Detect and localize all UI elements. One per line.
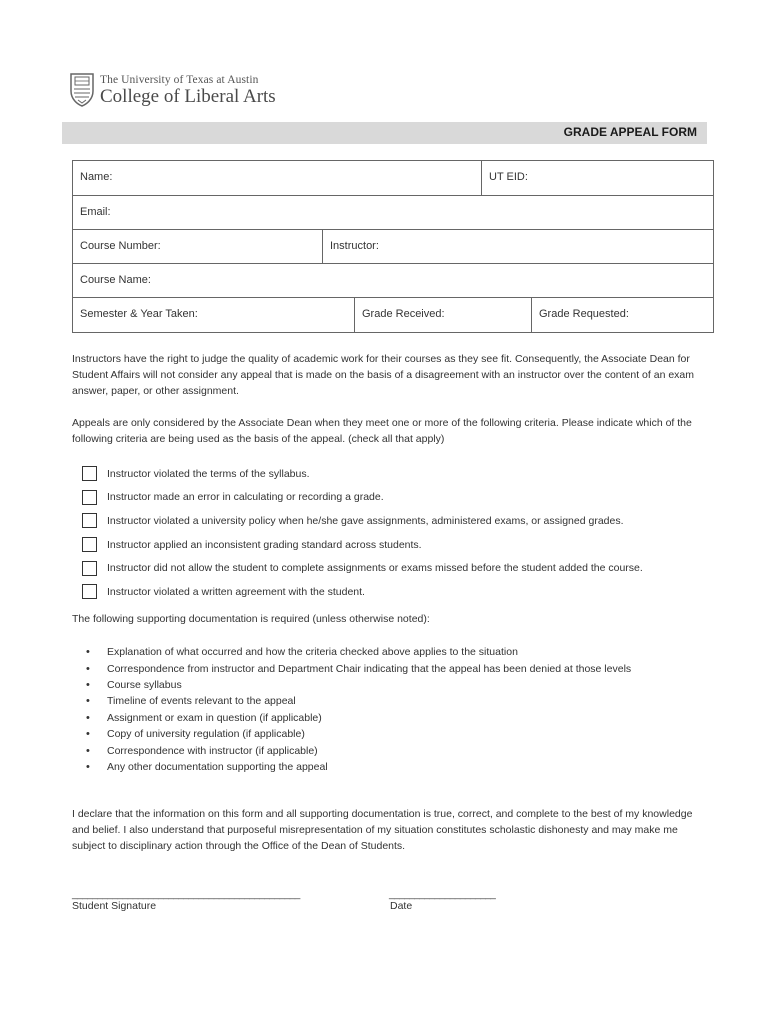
instructor-field[interactable]: Instructor: (330, 240, 379, 252)
student-signature-label: Student Signature (72, 900, 157, 912)
bullet-icon: • (86, 711, 90, 724)
documentation-item: Assignment or exam in question (if applicable) (107, 711, 322, 724)
college-name: College of Liberal Arts (100, 85, 276, 107)
date-label: Date (390, 900, 413, 912)
list-item (82, 580, 712, 604)
table-row (73, 196, 713, 230)
table-row (73, 264, 713, 298)
bullet-icon: • (86, 678, 90, 691)
list-item (86, 710, 706, 726)
course-number-field[interactable]: Course Number: (73, 230, 323, 263)
course-name-field[interactable]: Course Name: (80, 274, 151, 286)
list-item (86, 644, 706, 660)
student-signature-line[interactable]: _____________________________________________ (72, 889, 300, 900)
documentation-list (86, 644, 706, 775)
bullet-icon: • (86, 744, 90, 757)
criteria-checkbox[interactable] (82, 490, 97, 505)
documentation-intro: The following supporting documentation is required (unless otherwise noted): (72, 613, 430, 625)
list-item (82, 462, 712, 486)
criteria-checkbox[interactable] (82, 561, 97, 576)
shield-icon (70, 73, 94, 107)
documentation-item: Any other documentation supporting the appeal (107, 760, 328, 773)
bullet-icon: • (86, 662, 90, 675)
bullet-icon: • (86, 646, 90, 659)
criteria-label: Instructor violated the terms of the syllabus. (107, 467, 310, 480)
list-item (82, 486, 712, 510)
documentation-item: Course syllabus (107, 678, 182, 691)
documentation-item: Explanation of what occurred and how the criteria checked above applies to the situation (107, 646, 518, 659)
criteria-checkbox[interactable] (82, 466, 97, 481)
student-info-table (72, 160, 714, 333)
list-item (86, 726, 706, 742)
criteria-label: Instructor violated a university policy when he/she gave assignments, administered exams, or assigned grades. (107, 514, 624, 527)
ut-logo (70, 72, 276, 108)
criteria-checkbox[interactable] (82, 537, 97, 552)
list-item (86, 742, 706, 758)
documentation-item: Correspondence from instructor and Department Chair indicating that the appeal has been denied at those levels (107, 662, 632, 675)
list-item (82, 533, 712, 557)
table-row (73, 298, 713, 332)
criteria-label: Instructor violated a written agreement with the student. (107, 585, 365, 598)
instructor-rights-paragraph: Instructors have the right to judge the quality of academic work for their courses as they see fit. Consequently, the Associate Dean for Student Affairs will not consider any appeal that is made on the basis of a disagreement with an instructor over the content of an exam answer, paper, or other assignment. (72, 353, 694, 397)
table-row (73, 230, 713, 264)
date-line[interactable]: _____________________ (389, 889, 496, 900)
table-row (73, 161, 713, 196)
documentation-item: Copy of university regulation (if applicable) (107, 728, 305, 741)
list-item (82, 509, 712, 533)
grade-received-field[interactable]: Grade Received: (355, 298, 532, 332)
list-item (86, 677, 706, 693)
email-field[interactable]: Email: (80, 206, 111, 218)
form-title: GRADE APPEAL FORM (563, 125, 697, 139)
list-item (82, 556, 712, 580)
ut-eid-field[interactable]: UT EID: (489, 171, 528, 183)
university-name: The University of Texas at Austin (100, 73, 259, 86)
name-field[interactable]: Name: (73, 161, 482, 195)
criteria-intro-paragraph: Appeals are only considered by the Associate Dean when they meet one or more of the following criteria. Please indicate which of the following criteria are being used as the basis of the appeal. (check all that apply) (72, 417, 692, 445)
criteria-checklist (82, 462, 712, 604)
bullet-icon: • (86, 760, 90, 773)
list-item (86, 693, 706, 709)
form-title-bar (62, 122, 707, 144)
documentation-item: Correspondence with instructor (if applicable) (107, 744, 318, 757)
bullet-icon: • (86, 728, 90, 741)
grade-requested-field[interactable]: Grade Requested: (539, 308, 629, 320)
criteria-label: Instructor applied an inconsistent grading standard across students. (107, 538, 422, 551)
list-item (86, 759, 706, 775)
declaration-paragraph: I declare that the information on this form and all supporting documentation is true, correct, and complete to the best of my knowledge and belief. I also understand that purposeful misrepresentation of my situation constitutes scholastic dishonesty and may make me subject to disciplinary action through the Office of the Dean of Students. (72, 808, 693, 852)
semester-year-field[interactable]: Semester & Year Taken: (73, 298, 355, 332)
list-item (86, 660, 706, 676)
criteria-label: Instructor made an error in calculating or recording a grade. (107, 491, 384, 504)
documentation-item: Timeline of events relevant to the appeal (107, 695, 296, 708)
criteria-checkbox[interactable] (82, 584, 97, 599)
criteria-label: Instructor did not allow the student to complete assignments or exams missed before the student added the course. (107, 562, 643, 575)
criteria-checkbox[interactable] (82, 513, 97, 528)
bullet-icon: • (86, 695, 90, 708)
